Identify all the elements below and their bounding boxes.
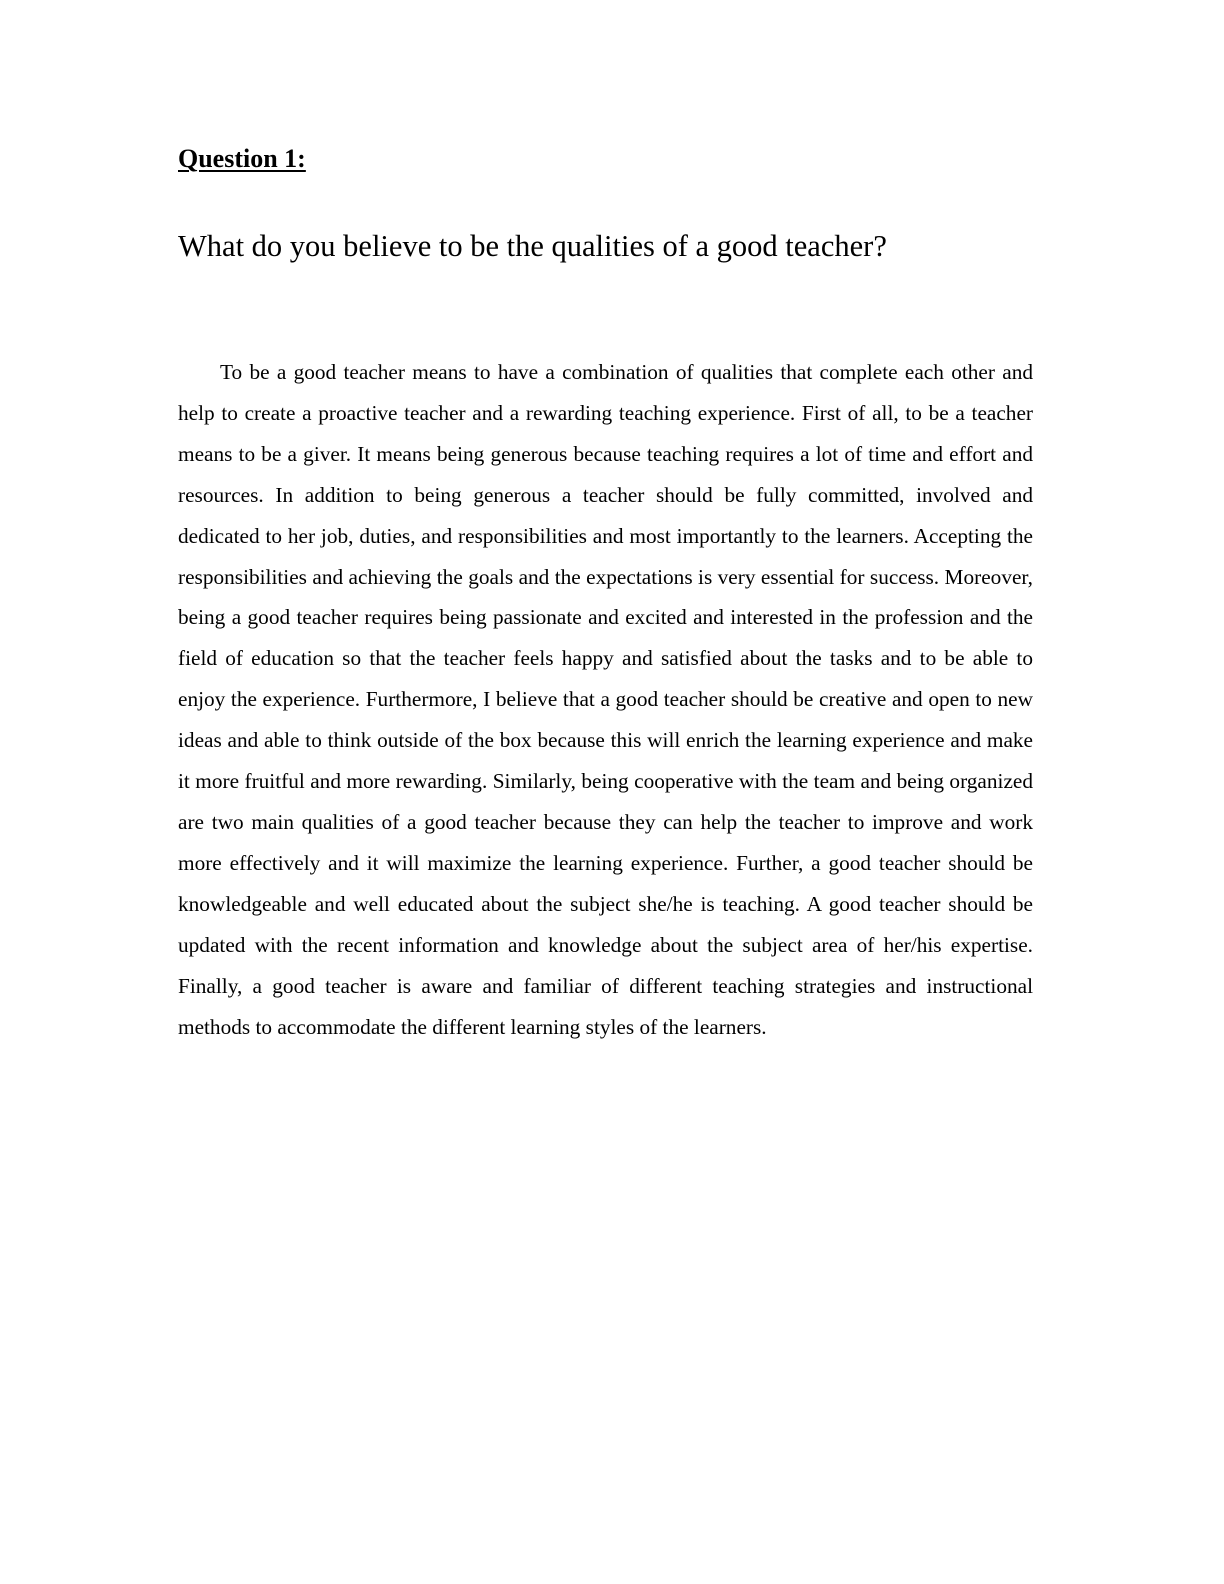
question-heading: Question 1: [178, 144, 306, 173]
question-prompt: What do you believe to be the qualities of a good teacher? [178, 229, 887, 263]
answer-paragraph: To be a good teacher means to have a combination of qualities that complete each other and help to create a proactive teacher and a rewarding teaching experience. First of all, to be a teacher means to be a giver. It means being generous because teaching requires a lot of time and effort and resources. In addition to being generous a teacher should be fully committed, involved and dedicated to her job, duties, and responsibilities and most importantly to the learners. Accepting the responsibilities and achieving the goals and the expectations is very essential for success. Moreover, being a good teacher requires being passionate and excited and interested in the profession and the field of education so that the teacher feels happy and satisfied about the tasks and to be able to enjoy the experience. Furthermore, I believe that a good teacher should be creative and open to new ideas and able to think outside of the box because this will enrich the learning experience and make it more fruitful and more rewarding. Similarly, being cooperative with the team and being organized are two main qualities of a good teacher because they can help the teacher to improve and work more effectively and it will maximize the learning experience. Further, a good teacher should be knowledgeable and well educated about the subject she/he is teaching. A good teacher should be updated with the recent information and knowledge about the subject area of her/his expertise. Finally, a good teacher is aware and familiar of different teaching strategies and instructional methods to accommodate the different learning styles of the learners. [178, 360, 1033, 1039]
